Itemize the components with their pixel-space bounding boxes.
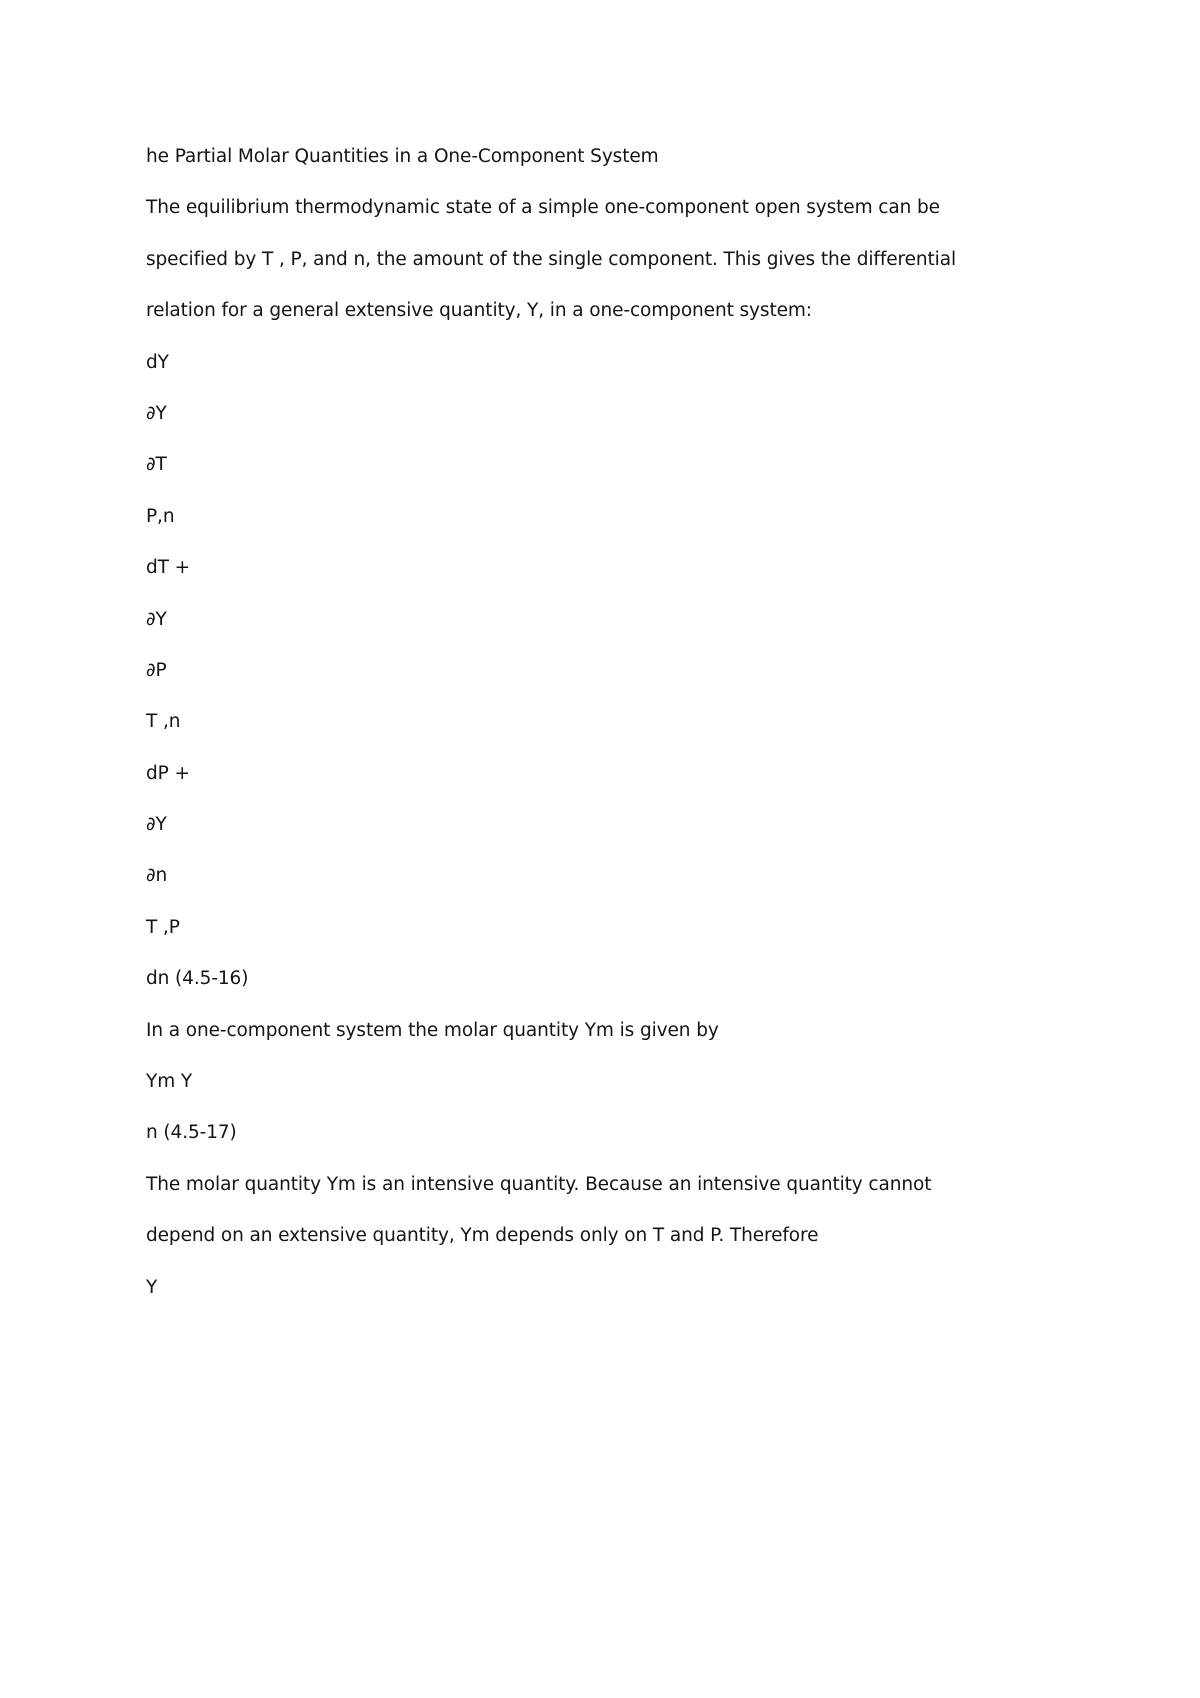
equation-fragment: T ,n bbox=[146, 711, 181, 733]
equation-fragment: ∂n bbox=[146, 865, 168, 887]
equation-fragment: T ,P bbox=[146, 916, 180, 938]
equation-fragment: ∂T bbox=[146, 454, 167, 476]
equation-fragment: dP + bbox=[146, 762, 190, 784]
document-body bbox=[146, 146, 1086, 1328]
paragraph-line: relation for a general extensive quantity, Y, in a one-component system: bbox=[146, 300, 812, 322]
equation-fragment: P,n bbox=[146, 505, 175, 527]
equation-fragment: dY bbox=[146, 351, 169, 373]
equation-fragment: ∂Y bbox=[146, 608, 167, 630]
paragraph-line: The molar quantity Ym is an intensive quantity. Because an intensive quantity cannot bbox=[146, 1173, 932, 1195]
equation-fragment: ∂Y bbox=[146, 814, 167, 836]
equation-number-line: n (4.5-17) bbox=[146, 1122, 237, 1144]
equation-number-line: dn (4.5-16) bbox=[146, 968, 249, 990]
equation-fragment: ∂Y bbox=[146, 402, 167, 424]
equation-fragment: Ym Y bbox=[146, 1071, 193, 1093]
equation-fragment: Y bbox=[146, 1276, 158, 1298]
paragraph-line: depend on an extensive quantity, Ym depends only on T and P. Therefore bbox=[146, 1225, 819, 1247]
section-heading: he Partial Molar Quantities in a One-Component System bbox=[146, 146, 659, 167]
equation-fragment: ∂P bbox=[146, 659, 167, 681]
paragraph-line: The equilibrium thermodynamic state of a simple one-component open system can be bbox=[146, 197, 940, 219]
paragraph-line: In a one-component system the molar quantity Ym is given by bbox=[146, 1019, 719, 1041]
paragraph-line: specified by T , P, and n, the amount of the single component. This gives the differential bbox=[146, 248, 956, 270]
equation-fragment: dT + bbox=[146, 557, 191, 579]
